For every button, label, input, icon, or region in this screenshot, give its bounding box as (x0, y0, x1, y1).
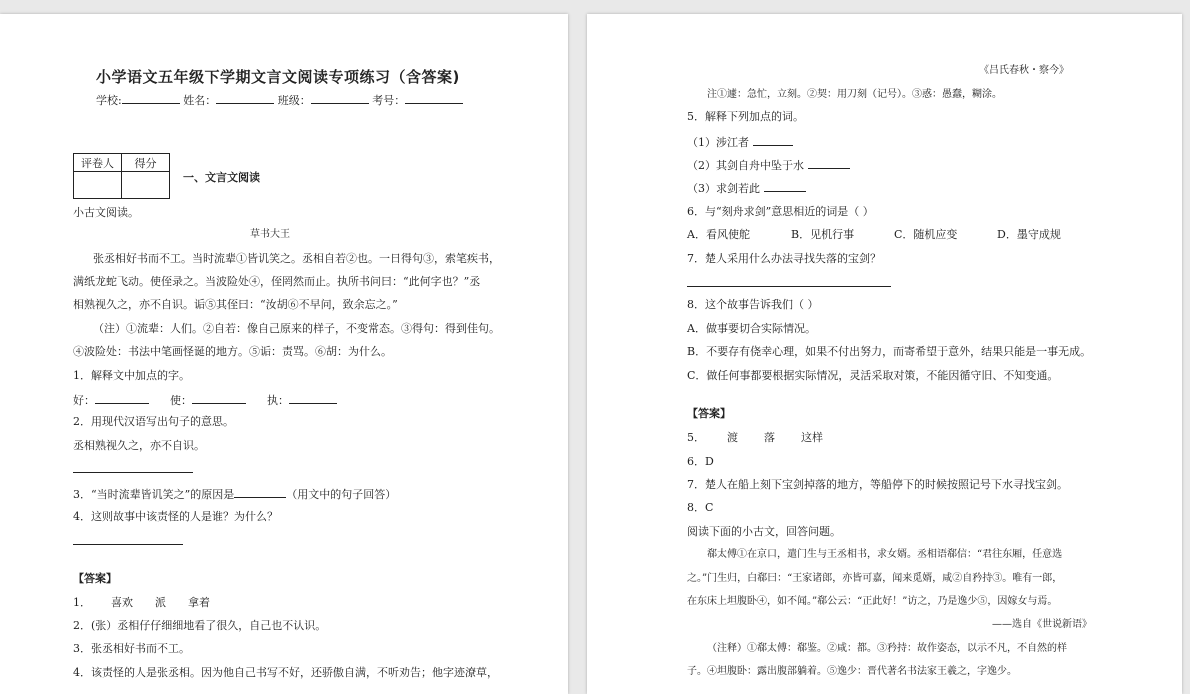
answer-7: 7．楚人在船上刻下宝剑掉落的地方，等船停下的时候按照记号下水寻找宝剑。 (687, 478, 1068, 491)
next-passage-source: ——选自《世说新语》 (992, 619, 1092, 630)
answer-number: 5． (687, 431, 705, 444)
answer-5 (687, 431, 823, 445)
answer-8: 8．C (687, 501, 714, 514)
document-title: 小学语文五年级下学期文言文阅读专项练习（含答案) (96, 68, 460, 86)
answer-blank[interactable] (753, 134, 793, 146)
blank-label: 执： (267, 394, 289, 407)
answer-line[interactable] (73, 544, 183, 545)
school-blank[interactable] (122, 92, 180, 104)
notes-line: （注）①流辈：人们。②自若：像自己原来的样子，不变常态。③得句：得到佳句。 (93, 322, 500, 335)
class-blank[interactable] (311, 92, 369, 104)
next-passage-line: 在东床上坦腹卧④，如不闻。”郗公云：“正此好！”访之，乃是逸少⑤，因嫁女与焉。 (687, 596, 1058, 607)
question-4: 4．这则故事中该责怪的人是谁？为什么？ (73, 510, 278, 523)
score-cell (122, 172, 170, 199)
notes-line: ④波险处：书法中笔画怪诞的地方。⑤诟：责骂。⑥胡：为什么。 (73, 345, 392, 358)
answer-word: 落 (764, 431, 775, 444)
answer-blank[interactable] (95, 392, 149, 404)
question-7: 7．楚人采用什么办法寻找失落的宝剑？ (687, 252, 881, 265)
name-label: 姓名： (183, 94, 217, 107)
answer-word: 派 (155, 596, 166, 609)
exam-no-label: 考号： (372, 94, 406, 107)
question-6-option[interactable]: D．墨守成规 (997, 228, 1061, 241)
answer-4: 4．该责怪的人是张丞相。因为他自己书写不好，还骄傲自满，不听劝告；他字迹潦草， (73, 666, 498, 679)
question-5: 5．解释下列加点的词。 (687, 110, 804, 123)
passage-line: 满纸龙蛇飞动。使侄录之。当波险处④，侄罔然而止。执所书问曰：“此何字也？”丞 (73, 275, 481, 288)
next-passage-line: 之。”门生归，白郗曰：“王家诸郎，亦皆可嘉，闻来觅婿，咸②自矜持③。唯有一郎， (687, 573, 1063, 584)
question-3 (73, 486, 396, 502)
answer-blank[interactable] (192, 392, 246, 404)
answer-3: 3．张丞相好书而不工。 (73, 642, 190, 655)
section-heading: 一、文言文阅读 (183, 171, 260, 184)
question-6: 6．与“刻舟求剑”意思相近的词是（ ） (687, 205, 874, 218)
blank-label: 好： (73, 394, 95, 407)
question-6-option[interactable]: B．见机行事 (791, 228, 855, 241)
question-8-option[interactable]: A．做事要切合实际情况。 (687, 322, 816, 335)
question-3-text: 3．“当时流辈皆讥笑之”的原因是 (73, 488, 235, 501)
answer-word: 喜欢 (111, 596, 133, 609)
score-header: 得分 (122, 154, 170, 172)
answer-blank[interactable] (234, 486, 286, 498)
grader-cell (74, 172, 122, 199)
question-8: 8．这个故事告诉我们（ ） (687, 298, 819, 311)
question-6-option[interactable]: A．看风使舵 (687, 228, 750, 241)
answer-blank[interactable] (764, 180, 806, 192)
passage-line: 相熟视久之，亦不自识。诟⑤其侄曰：“汝胡⑥不早问，致余忘之。” (73, 298, 398, 311)
question-1: 1．解释文中加点的字。 (73, 369, 190, 382)
passage-title: 草书大王 (250, 229, 290, 240)
name-blank[interactable] (216, 92, 274, 104)
answer-line[interactable] (73, 472, 193, 473)
intro-text: 小古文阅读。 (73, 206, 139, 219)
item-text: （3）求剑若此 (687, 182, 760, 195)
school-label: 学校: (96, 94, 122, 107)
document-page-1 (0, 14, 568, 694)
next-notes-line: （注释）①郗太傅：郗鉴。②咸：都。③矜持：故作姿态，以示不凡，不自然的样 (707, 643, 1067, 654)
item-text: （2）其剑自舟中坠于水 (687, 159, 804, 172)
question-6-option[interactable]: C．随机应变 (894, 228, 958, 241)
passage-note: 注①遽：急忙，立刻。②契：用刀刻（记号）。③惑：愚蠢，糊涂。 (707, 89, 1002, 100)
exam-no-blank[interactable] (405, 92, 463, 104)
answer-line[interactable] (687, 286, 891, 287)
passage-source: 《吕氏春秋・察今》 (979, 65, 1069, 76)
answer-blank[interactable] (289, 392, 337, 404)
answer-word: 这样 (801, 431, 823, 444)
class-label: 班级： (277, 94, 311, 107)
next-notes-line: 子。④坦腹卧：露出腹部躺着。⑤逸少：晋代著名书法家王羲之，字逸少。 (687, 666, 1017, 677)
document-page-2 (587, 14, 1182, 694)
next-passage-line: 郗太傅①在京口，遣门生与王丞相书，求女婿。丞相语郗信：“君往东厢，任意选 (707, 549, 1063, 560)
question-3-hint: （用文中的句子回答） (286, 488, 397, 501)
question-5-item (687, 180, 806, 196)
passage-line: 张丞相好书而不工。当时流辈①皆讥笑之。丞相自若②也。一日得句③，索笔疾书， (93, 252, 500, 265)
grader-header: 评卷人 (74, 154, 122, 172)
question-2-sentence: 丞相熟视久之，亦不自识。 (73, 439, 205, 452)
question-5-item (687, 134, 793, 150)
answer-number: 1． (73, 596, 91, 609)
answer-word: 渡 (727, 431, 738, 444)
answer-heading: 【答案】 (687, 407, 731, 420)
answer-1 (73, 596, 210, 610)
student-info-line (96, 92, 463, 108)
question-2: 2．用现代汉语写出句子的意思。 (73, 415, 234, 428)
answer-word: 拿着 (188, 596, 210, 609)
question-1-blanks (73, 392, 337, 408)
answer-heading: 【答案】 (73, 572, 117, 585)
answer-blank[interactable] (808, 157, 850, 169)
blank-label: 使： (170, 394, 192, 407)
grader-table (73, 153, 170, 199)
question-5-item (687, 157, 850, 173)
item-text: （1）涉江者 (687, 136, 749, 149)
answer-2: 2．(张）丞相仔仔细细地看了很久，自己也不认识。 (73, 619, 327, 632)
question-8-option[interactable]: B．不要存有侥幸心理，如果不付出努力，而寄希望于意外，结果只能是一事无成。 (687, 345, 1092, 358)
question-8-option[interactable]: C．做任何事都要根据实际情况，灵活采取对策，不能因循守旧、不知变通。 (687, 369, 1059, 382)
next-intro: 阅读下面的小古文，回答问题。 (687, 525, 841, 538)
answer-6: 6．D (687, 455, 714, 468)
